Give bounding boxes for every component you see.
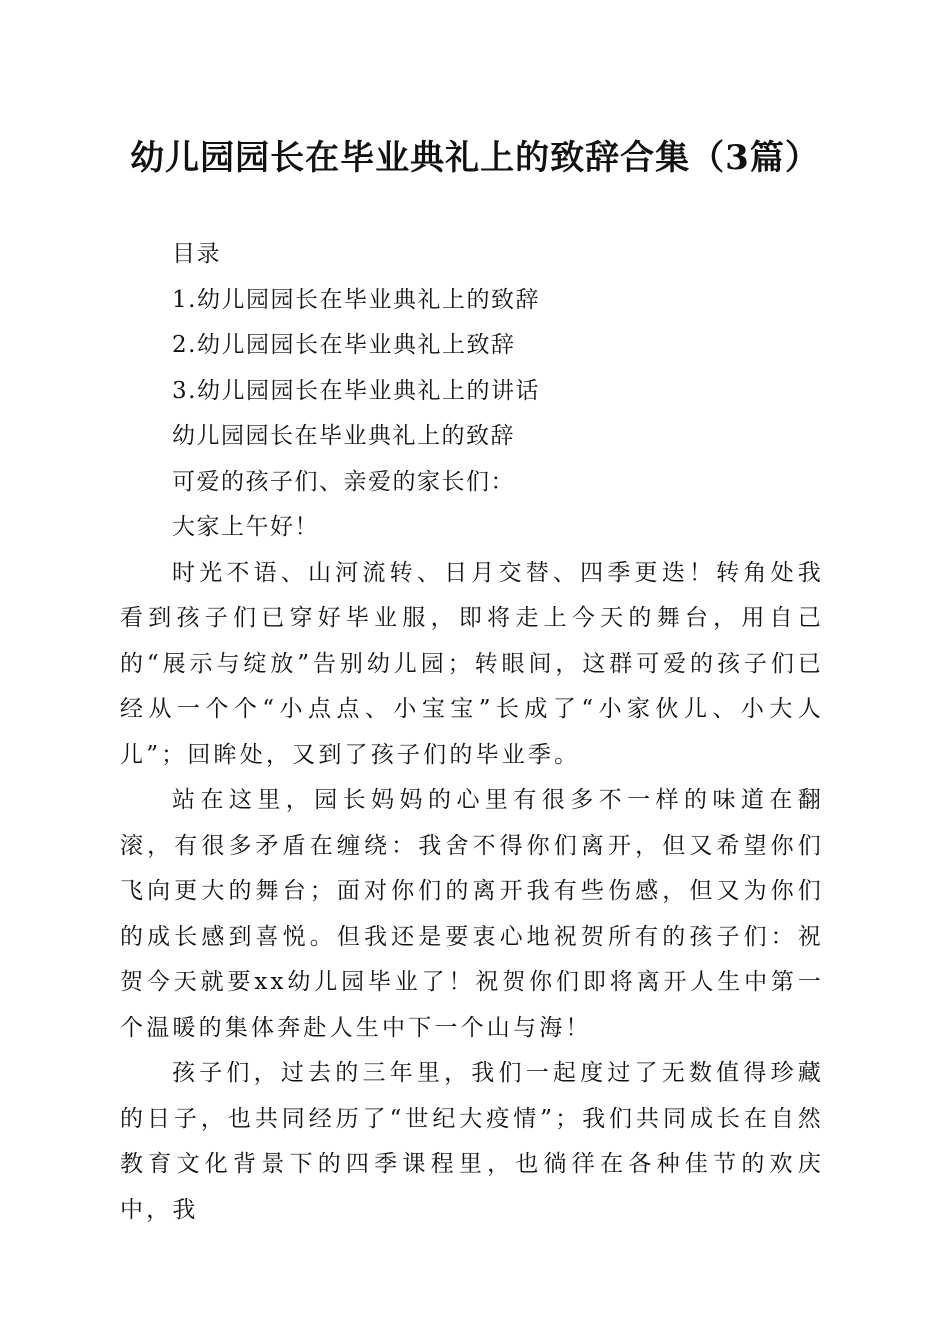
document-body (120, 232, 824, 1233)
greeting: 大家上午好！ (172, 514, 319, 540)
toc-item-1: 1.幼儿园园长在毕业典礼上的致辞 (172, 286, 540, 313)
body-paragraph-2: 站在这里，园长妈妈的心里有很多不一样的味道在翻滚，有很多矛盾在缠绕：我舍不得你们离开，但又希望你们飞向更大的舞台；面对你们的离开我有些伤感，但又为你们的成长感到喜悦。但我还是要衷心地祝贺所有的孩子们：祝贺今天就要xx幼儿园毕业了！祝贺你们即将离开人生中第一个温暖的集体奔赴人生中下一个山与海！ (120, 787, 824, 1041)
toc-item-3: 3.幼儿园园长在毕业典礼上的讲话 (172, 377, 540, 404)
toc-item-2: 2.幼儿园园长在毕业典礼上致辞 (172, 332, 516, 358)
body-paragraph-3: 孩子们，过去的三年里，我们一起度过了无数值得珍藏的日子，也共同经历了“世纪大疫情”；我们共同成长在自然教育文化背景下的四季课程里，也徜徉在各种佳节的欢庆中，我 (120, 1060, 824, 1223)
body-paragraph-1: 时光不语、山河流转、日月交替、四季更迭！转角处我看到孩子们已穿好毕业服，即将走上今天的舞台，用自己的“展示与绽放”告别幼儿园；转眼间，这群可爱的孩子们已经从一个个“小点点、小宝宝”长成了“小家伙儿、小大人儿”；回眸处，又到了孩子们的毕业季。 (120, 559, 824, 768)
document-title: 幼儿园园长在毕业典礼上的致辞合集（3篇） (130, 138, 820, 178)
salutation: 可爱的孩子们、亲爱的家长们： (172, 468, 515, 495)
toc-heading: 目录 (172, 241, 221, 267)
section-title: 幼儿园园长在毕业典礼上的致辞 (172, 423, 515, 449)
